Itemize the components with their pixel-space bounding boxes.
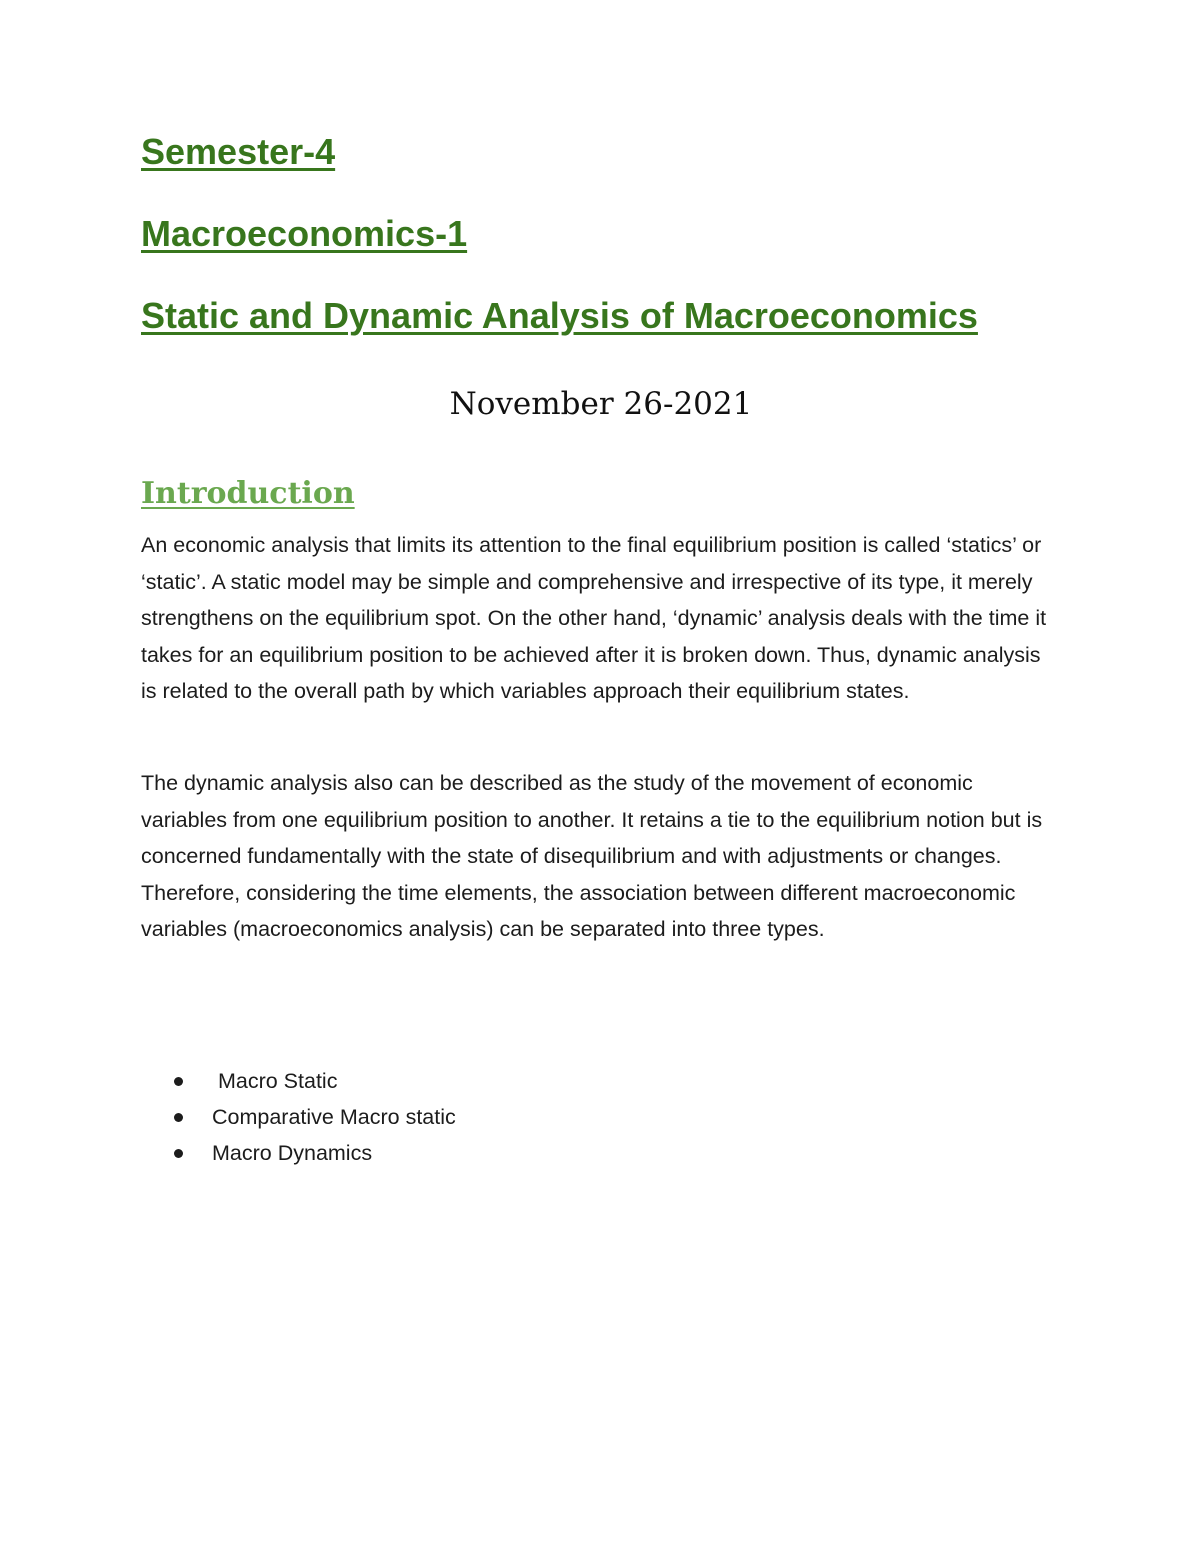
analysis-types-list — [171, 1063, 456, 1171]
intro-paragraph-1: An economic analysis that limits its attention to the final equilibrium position is called ‘statics’ or ‘static’. A static model may be simple and comprehensive and irrespective of its type, it merely strengthens on the equilibrium spot. On the other hand, ‘dynamic’ analysis deals with the time it takes for an equilibrium position to be achieved after it is broken down. Thus, dynamic analysis is related to the overall path by which variables approach their equilibrium states. — [141, 533, 1047, 704]
course-heading: Macroeconomics-1 — [141, 213, 468, 254]
bullet-icon — [174, 1077, 183, 1086]
list-item-text: Macro Static — [212, 1069, 338, 1093]
list-item-text: Macro Dynamics — [212, 1141, 373, 1165]
document-date: November 26-2021 — [449, 386, 753, 422]
introduction-heading: Introduction — [141, 476, 355, 511]
list-item-text: Comparative Macro static — [212, 1105, 456, 1129]
semester-heading: Semester-4 — [141, 131, 336, 172]
list-item — [171, 1135, 456, 1171]
topic-heading: Static and Dynamic Analysis of Macroeconomics — [141, 295, 978, 336]
bullet-icon — [174, 1113, 183, 1122]
list-item — [171, 1063, 456, 1099]
intro-paragraph-2: The dynamic analysis also can be described as the study of the movement of economic variables from one equilibrium position to another. It retains a tie to the equilibrium notion but is concerned fundamentally with the state of disequilibrium and with adjustments or changes. Therefore, considering the time elements, the association between different macroeconomic variables (macroeconomics analysis) can be separated into three types. — [141, 771, 1043, 942]
list-item — [171, 1099, 456, 1135]
bullet-icon — [174, 1149, 183, 1158]
